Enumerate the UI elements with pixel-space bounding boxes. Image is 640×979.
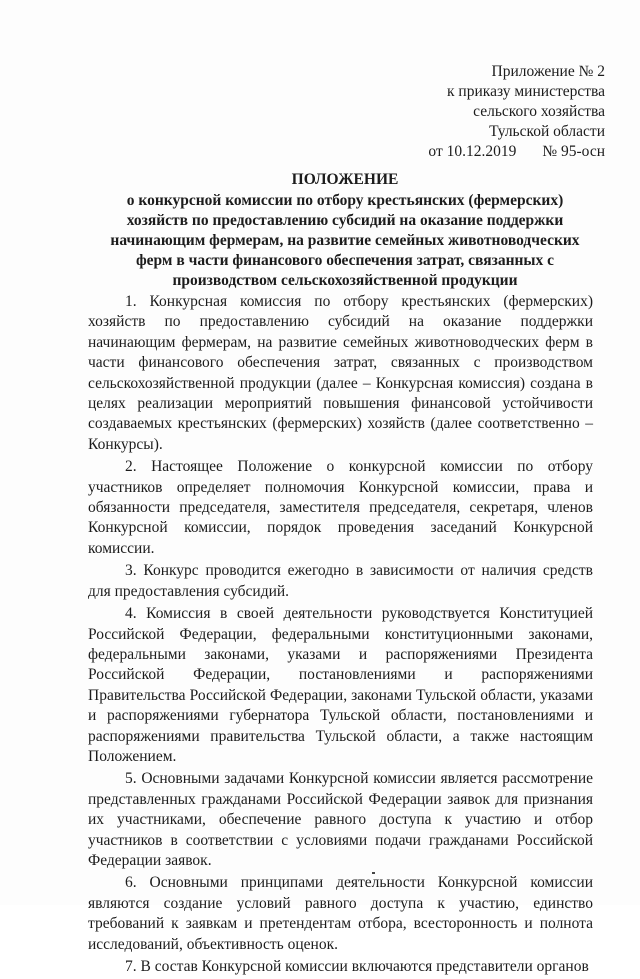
appendix-ministry-line: сельского хозяйства bbox=[473, 103, 605, 120]
paragraph-1: 1. Конкурсная комиссия по отбору крестьянских (фермерских) хозяйств по предоставлению субсидий на оказание поддержки начинающим фермерам, на развитие семейных животноводческих ферм в части финансового обеспечения затрат, связанных с производством сельскохозяйственной продукции (далее – Конкурсная комиссия) создана в целях реализации мероприятий повышения финансовой устойчивости создаваемых крестьянских (фермерских) хозяйств (далее соответственно – Конкурсы). bbox=[88, 293, 593, 453]
document-subtitle: о конкурсной комиссии по отбору крестьянских (фермерских) хозяйств по предоставлению субсидий на оказание поддержки начинающим фермерам, на развитие семейных животноводческих ферм в части финансового обеспечения затрат, связанных с производством сельскохозяйственной продукции bbox=[110, 192, 580, 289]
paragraph-4: 4. Комиссия в своей деятельности руководствуется Конституцией Российской Федерации, федеральными конституционными законами, федеральными законами, указами и распоряжениями Президента Российской Федерации, постановлениями и распоряжениями Правительства Российской Федерации, законами Тульской области, указами и распоряжениями губернатора Тульской области, постановлениями и распоряжениями правительства Тульской области, а также настоящим Положением. bbox=[88, 605, 593, 765]
paragraph-7: 7. В состав Конкурсной комиссии включаются представители органов bbox=[125, 958, 589, 975]
paragraph-6: 6. Основными принципами деятельности Конкурсной комиссии являются создание условий равного доступа к участию, единство требований к заявкам и претендентам отбора, всесторонность и полнота исследований, объективность оценок. bbox=[88, 874, 593, 953]
paragraph-5: 5. Основными задачами Конкурсной комиссии является рассмотрение представленных гражданами Российской Федерации заявок для признания их участниками, обеспечение равного доступа к участию и отбор участников в соответствии с условиями подачи гражданами Российской Федерации заявок. bbox=[88, 770, 593, 869]
appendix-region-line: Тульской области bbox=[489, 123, 605, 140]
scan-speck bbox=[372, 872, 375, 874]
appendix-order-line: к приказу министерства bbox=[447, 83, 605, 100]
appendix-title: Приложение № 2 bbox=[491, 63, 605, 80]
document-heading: ПОЛОЖЕНИЕ bbox=[291, 171, 399, 188]
document-body bbox=[88, 292, 593, 979]
appendix-header bbox=[428, 62, 605, 162]
appendix-number: № 95-осн bbox=[542, 143, 605, 160]
appendix-date-line bbox=[428, 142, 605, 162]
paragraph-3: 3. Конкурс проводится ежегодно в зависимости от наличия средств для предоставления субсидий. bbox=[88, 562, 593, 600]
document-title-block bbox=[95, 170, 595, 291]
appendix-date: от 10.12.2019 bbox=[428, 143, 517, 160]
paragraph-2: 2. Настоящее Положение о конкурсной комиссии по отбору участников определяет полномочия Конкурсной комиссии, права и обязанности председателя, заместителя председателя, секретаря, членов Конкурсной комиссии, порядок проведения заседаний Конкурсной комиссии. bbox=[88, 458, 593, 557]
